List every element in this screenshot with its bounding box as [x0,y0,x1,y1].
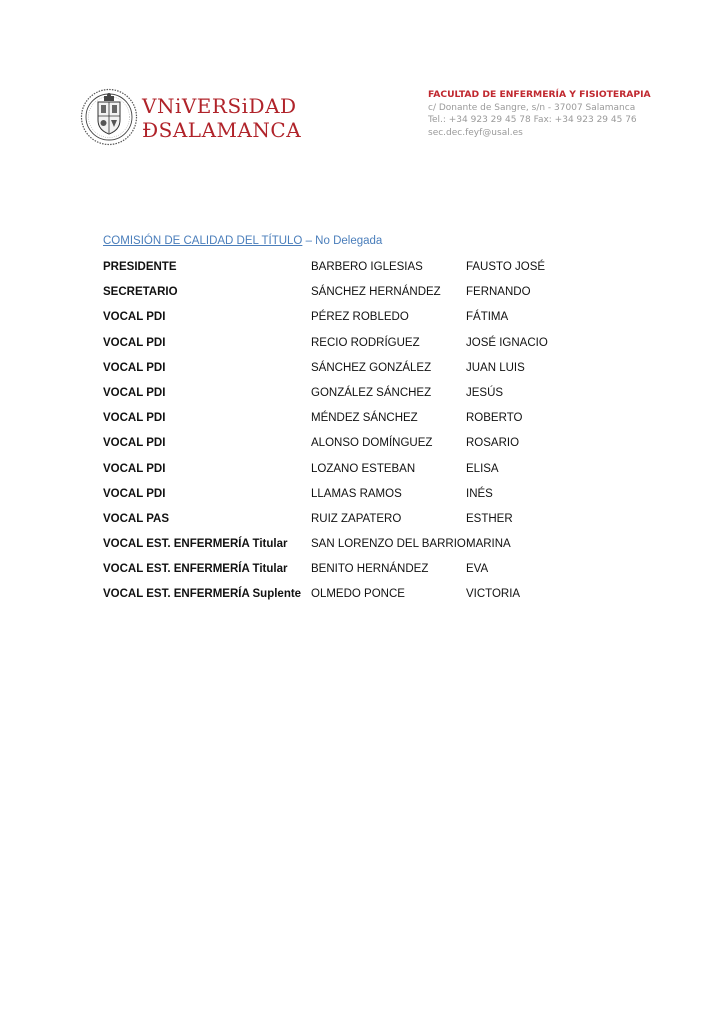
member-role: VOCAL PDI [103,336,166,349]
member-row [103,585,583,610]
member-given-name: INÉS [466,487,493,500]
faculty-contact-block [428,89,651,139]
members-list [103,258,583,611]
member-surname: SÁNCHEZ HERNÁNDEZ [311,286,441,299]
member-role: PRESIDENTE [103,261,177,273]
faculty-address: c/ Donante de Sangre, s/n - 37007 Salamanca [428,102,636,113]
member-given-name: ESTHER [466,512,513,525]
university-wordmark [142,94,301,142]
university-logo [80,88,302,152]
member-row [103,434,583,459]
member-row [103,359,583,384]
member-role: VOCAL PDI [103,487,166,500]
member-row [103,409,583,434]
member-role: VOCAL PDI [103,386,166,399]
member-given-name: ROBERTO [466,412,523,425]
faculty-email: sec.dec.feyf@usal.es [428,127,523,138]
member-role: VOCAL EST. ENFERMERÍA Titular [103,563,288,576]
member-given-name: JESÚS [466,386,504,399]
member-surname: OLMEDO PONCE [311,588,405,601]
member-given-name: ROSARIO [466,437,520,450]
member-given-name: FÁTIMA [466,311,509,324]
member-surname: LOZANO ESTEBAN [311,462,416,475]
university-seal-icon [80,88,138,146]
member-row [103,535,583,560]
member-row [103,334,583,359]
member-row [103,308,583,333]
member-given-name: MARINA [466,538,511,551]
member-role: VOCAL PAS [103,512,170,525]
member-role: VOCAL EST. ENFERMERÍA Suplente [103,588,302,601]
member-given-name: JUAN LUIS [466,361,525,374]
member-surname: PÉREZ ROBLEDO [311,311,409,324]
member-role: VOCAL PDI [103,462,166,475]
member-given-name: VICTORIA [466,588,521,601]
member-row [103,485,583,510]
member-role: VOCAL PDI [103,311,166,324]
member-given-name: ELISA [466,462,499,475]
member-role: SECRETARIO [103,286,178,299]
member-surname: MÉNDEZ SÁNCHEZ [311,412,418,425]
commission-title-link[interactable]: COMISIÓN DE CALIDAD DEL TÍTULO [103,235,303,247]
member-role: VOCAL PDI [103,437,166,450]
member-row [103,283,583,308]
member-surname: GONZÁLEZ SÁNCHEZ [311,386,432,399]
member-given-name: FERNANDO [466,286,531,299]
member-role: VOCAL EST. ENFERMERÍA Titular [103,538,288,551]
faculty-name: FACULTAD DE ENFERMERÍA Y FISIOTERAPIA [428,89,651,100]
member-row [103,560,583,585]
commission-heading [103,235,382,247]
commission-subtitle: No Delegada [315,235,383,247]
member-surname: SAN LORENZO DEL BARRIO [311,538,466,551]
member-row [103,460,583,485]
member-surname: BENITO HERNÁNDEZ [311,563,429,576]
member-row [103,258,583,283]
wordmark-line-2: ÐSALAMANCA [142,118,302,142]
member-given-name: JOSÉ IGNACIO [466,336,548,349]
member-surname: ALONSO DOMÍNGUEZ [311,437,433,450]
member-surname: RECIO RODRÍGUEZ [311,336,420,349]
member-surname: LLAMAS RAMOS [311,487,402,500]
wordmark-line-1: VNiVERSiDAD [142,94,297,118]
title-dash: – [302,235,316,247]
member-role: VOCAL PDI [103,412,166,425]
member-given-name: EVA [466,563,489,576]
member-surname: BARBERO IGLESIAS [311,261,423,273]
member-role: VOCAL PDI [103,361,166,374]
member-given-name: FAUSTO JOSÉ [466,261,546,273]
member-row [103,384,583,409]
faculty-phone-fax: Tel.: +34 923 29 45 78 Fax: +34 923 29 45 76 [428,115,637,125]
member-surname: RUIZ ZAPATERO [311,512,402,525]
member-row [103,510,583,535]
member-surname: SÁNCHEZ GONZÁLEZ [311,361,432,374]
